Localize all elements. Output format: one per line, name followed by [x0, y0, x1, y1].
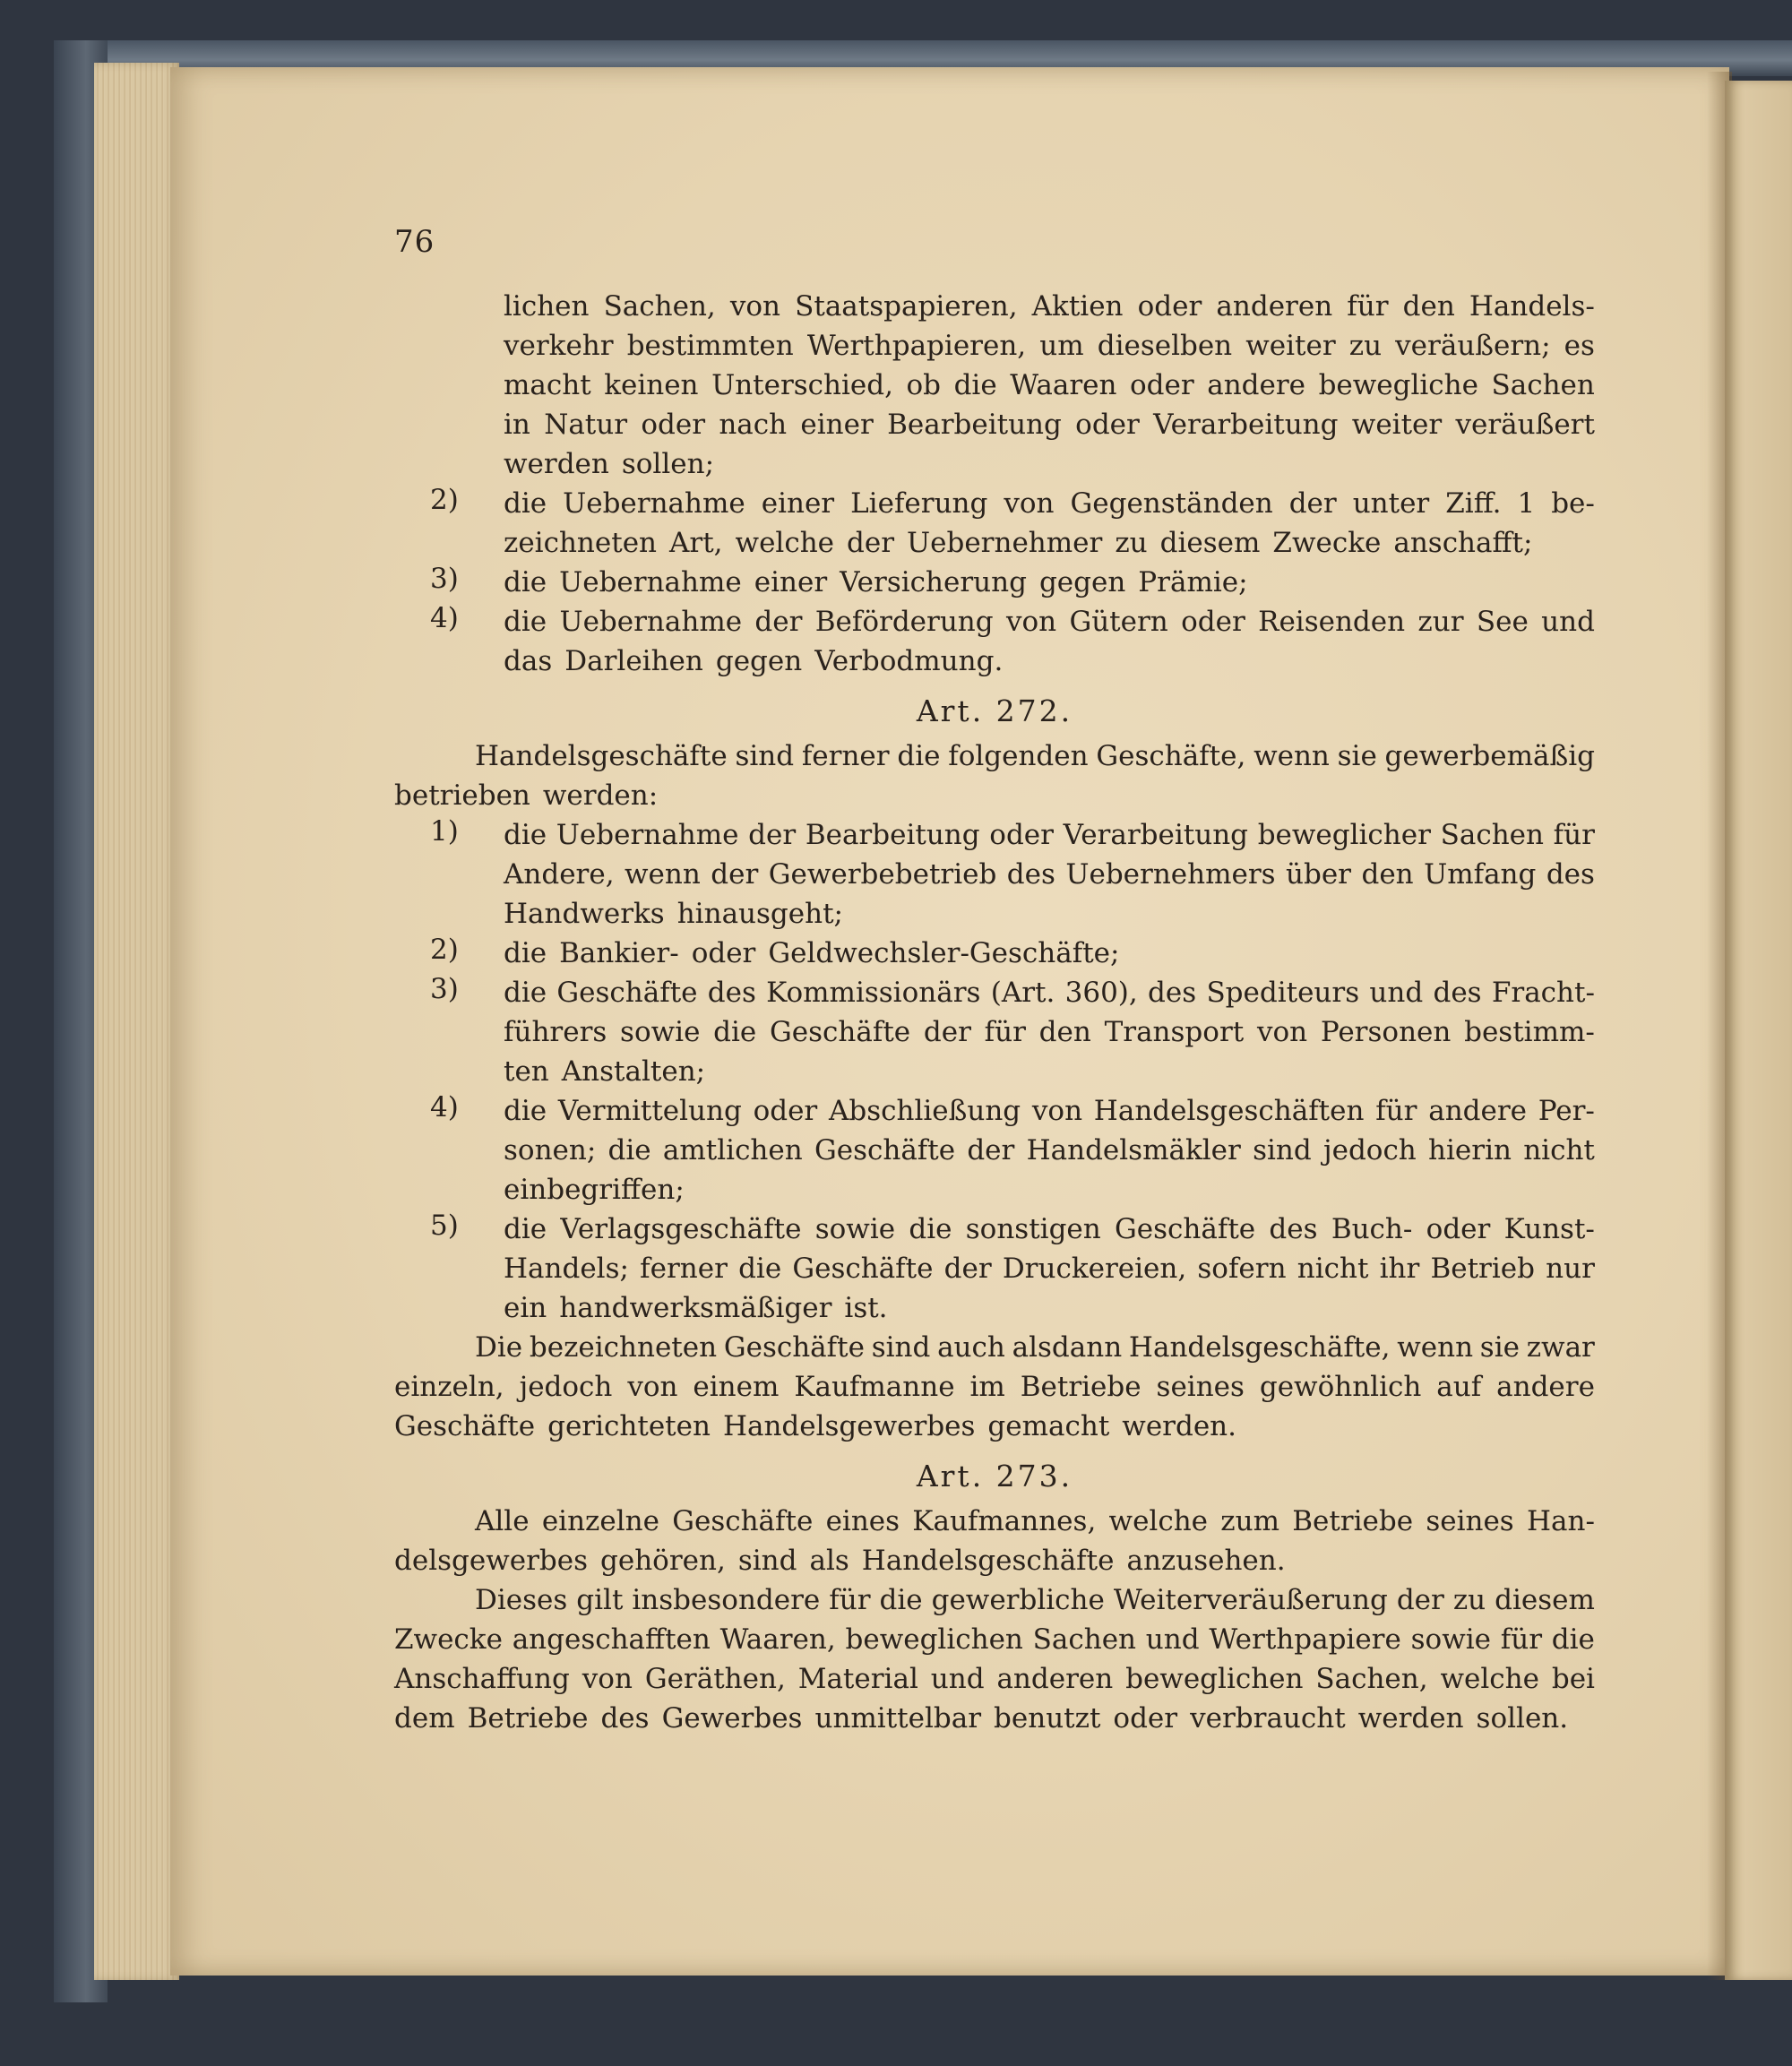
item-number: [394, 1288, 504, 1328]
art271-item-line: [394, 484, 1595, 523]
art272-item-line: [394, 1249, 1595, 1288]
art271-item-line: [394, 523, 1595, 563]
item-number: 3): [430, 563, 459, 595]
text-line: die Uebernahme der Beförderung von Gütern oder Reisenden zur See und: [504, 606, 1595, 638]
art273-para2-line: dem Betriebe des Gewerbes unmittelbar benutzt oder verbraucht werden sollen.: [394, 1702, 1569, 1735]
facing-page-edge: [1725, 81, 1792, 1980]
art273-para2-line: Zwecke angeschafften Waaren, beweglichen Sachen und Werthpapiere sowie für die: [394, 1623, 1595, 1656]
art272-item-line: [394, 1052, 1595, 1091]
page-stack-edges: [94, 63, 179, 1980]
item-number: 5): [430, 1209, 459, 1242]
art272-item-line: [394, 1209, 1595, 1249]
art271-item-line: [394, 602, 1595, 641]
art273-para1-line: Alle einzelne Geschäfte eines Kaufmannes, welche zum Betriebe seines Han-: [475, 1505, 1595, 1537]
art272-item-line: [394, 934, 1595, 973]
text-line: werden sollen;: [504, 448, 715, 480]
text-line: in Natur oder nach einer Bearbeitung oder Verarbeitung weiter veräußert: [504, 409, 1595, 441]
item-number: [394, 641, 504, 681]
art272-closing-line: Die bezeichneten Geschäfte sind auch alsdann Handelsgeschäfte, wenn sie zwar: [475, 1331, 1595, 1364]
art273-para1-line: delsgewerbes gehören, sind als Handelsgeschäfte anzusehen.: [394, 1545, 1286, 1577]
art272-intro-line: Handelsgeschäfte sind ferner die folgenden Geschäfte, wenn sie gewerbemäßig: [475, 740, 1595, 772]
text-line: das Darleihen gegen Verbodmung.: [504, 645, 1004, 677]
article-272-heading: Art. 272.: [916, 693, 1073, 728]
art271-item-line: [394, 641, 1595, 681]
item-number: [394, 855, 504, 894]
item-number: [394, 523, 504, 563]
art272-item-line: [394, 855, 1595, 894]
item-number: 4): [430, 602, 459, 634]
text-line: verkehr bestimmten Werthpapieren, um dieselben weiter zu veräußern; es: [504, 330, 1595, 362]
text-line: führers sowie die Geschäfte der für den Transport von Personen bestimm-: [504, 1016, 1595, 1048]
text-line: einbegriffen;: [504, 1174, 685, 1206]
item-number: [394, 1131, 504, 1170]
page-number: 76: [394, 224, 435, 260]
text-line: Andere, wenn der Gewerbebetrieb des Uebernehmers über den Umfang des: [504, 858, 1595, 891]
text-line: ten Anstalten;: [504, 1055, 706, 1088]
text-line: sonen; die amtlichen Geschäfte der Handelsmäkler sind jedoch hierin nicht: [504, 1134, 1595, 1166]
item-number: 2): [430, 934, 459, 966]
item-number: [394, 894, 504, 934]
text-line: zeichneten Art, welche der Uebernehmer zu diesem Zwecke anschafft;: [504, 527, 1533, 559]
art272-item-line: [394, 1012, 1595, 1052]
art272-intro-line: betrieben werden:: [394, 779, 659, 812]
item-number: [394, 1012, 504, 1052]
text-line: die Uebernahme einer Versicherung gegen Prämie;: [504, 566, 1248, 598]
text-line: lichen Sachen, von Staatspapieren, Aktien oder anderen für den Handels-: [504, 290, 1595, 323]
item-number: [394, 1052, 504, 1091]
art272-item-line: [394, 973, 1595, 1012]
art273-para2-line: Dieses gilt insbesondere für die gewerbliche Weiterveräußerung der zu diesem: [475, 1584, 1595, 1616]
text-line: Handwerks hinausgeht;: [504, 898, 843, 930]
text-line: die Uebernahme der Bearbeitung oder Verarbeitung beweglicher Sachen für: [504, 819, 1595, 851]
text-line: Handels; ferner die Geschäfte der Druckereien, sofern nicht ihr Betrieb nur: [504, 1253, 1595, 1285]
art272-item-line: [394, 894, 1595, 934]
art272-item-line: [394, 815, 1595, 855]
art272-closing-line: Geschäfte gerichteten Handelsgewerbes gemacht werden.: [394, 1410, 1236, 1442]
item-number: 1): [430, 815, 459, 848]
text-line: die Vermittelung oder Abschließung von Handelsgeschäften für andere Per-: [504, 1095, 1595, 1127]
art271-item-line: [394, 563, 1595, 602]
item-number: [394, 1170, 504, 1209]
text-body: [394, 287, 1595, 1738]
art272-item-line: [394, 1170, 1595, 1209]
art272-item-line: [394, 1288, 1595, 1328]
art272-item-line: [394, 1091, 1595, 1131]
item-number: [394, 1249, 504, 1288]
item-number: 4): [430, 1091, 459, 1123]
text-line: ein handwerksmäßiger ist.: [504, 1292, 888, 1324]
art272-item-line: [394, 1131, 1595, 1170]
art272-closing-line: einzeln, jedoch von einem Kaufmanne im Betriebe seines gewöhnlich auf andere: [394, 1371, 1595, 1403]
item-number: 3): [430, 973, 459, 1005]
article-273-heading: Art. 273.: [916, 1459, 1073, 1494]
item-number: 2): [430, 484, 459, 516]
text-line: die Bankier- oder Geldwechsler-Geschäfte;: [504, 937, 1120, 969]
text-line: die Verlagsgeschäfte sowie die sonstigen Geschäfte des Buch- oder Kunst-: [504, 1213, 1595, 1245]
art273-para2-line: Anschaffung von Geräthen, Material und anderen beweglichen Sachen, welche bei: [394, 1663, 1595, 1695]
text-line: die Uebernahme einer Lieferung von Gegenständen der unter Ziff. 1 be-: [504, 487, 1595, 520]
text-line: macht keinen Unterschied, ob die Waaren oder andere bewegliche Sachen: [504, 369, 1595, 401]
text-line: die Geschäfte des Kommissionärs (Art. 360), des Spediteurs und des Fracht-: [504, 977, 1595, 1009]
